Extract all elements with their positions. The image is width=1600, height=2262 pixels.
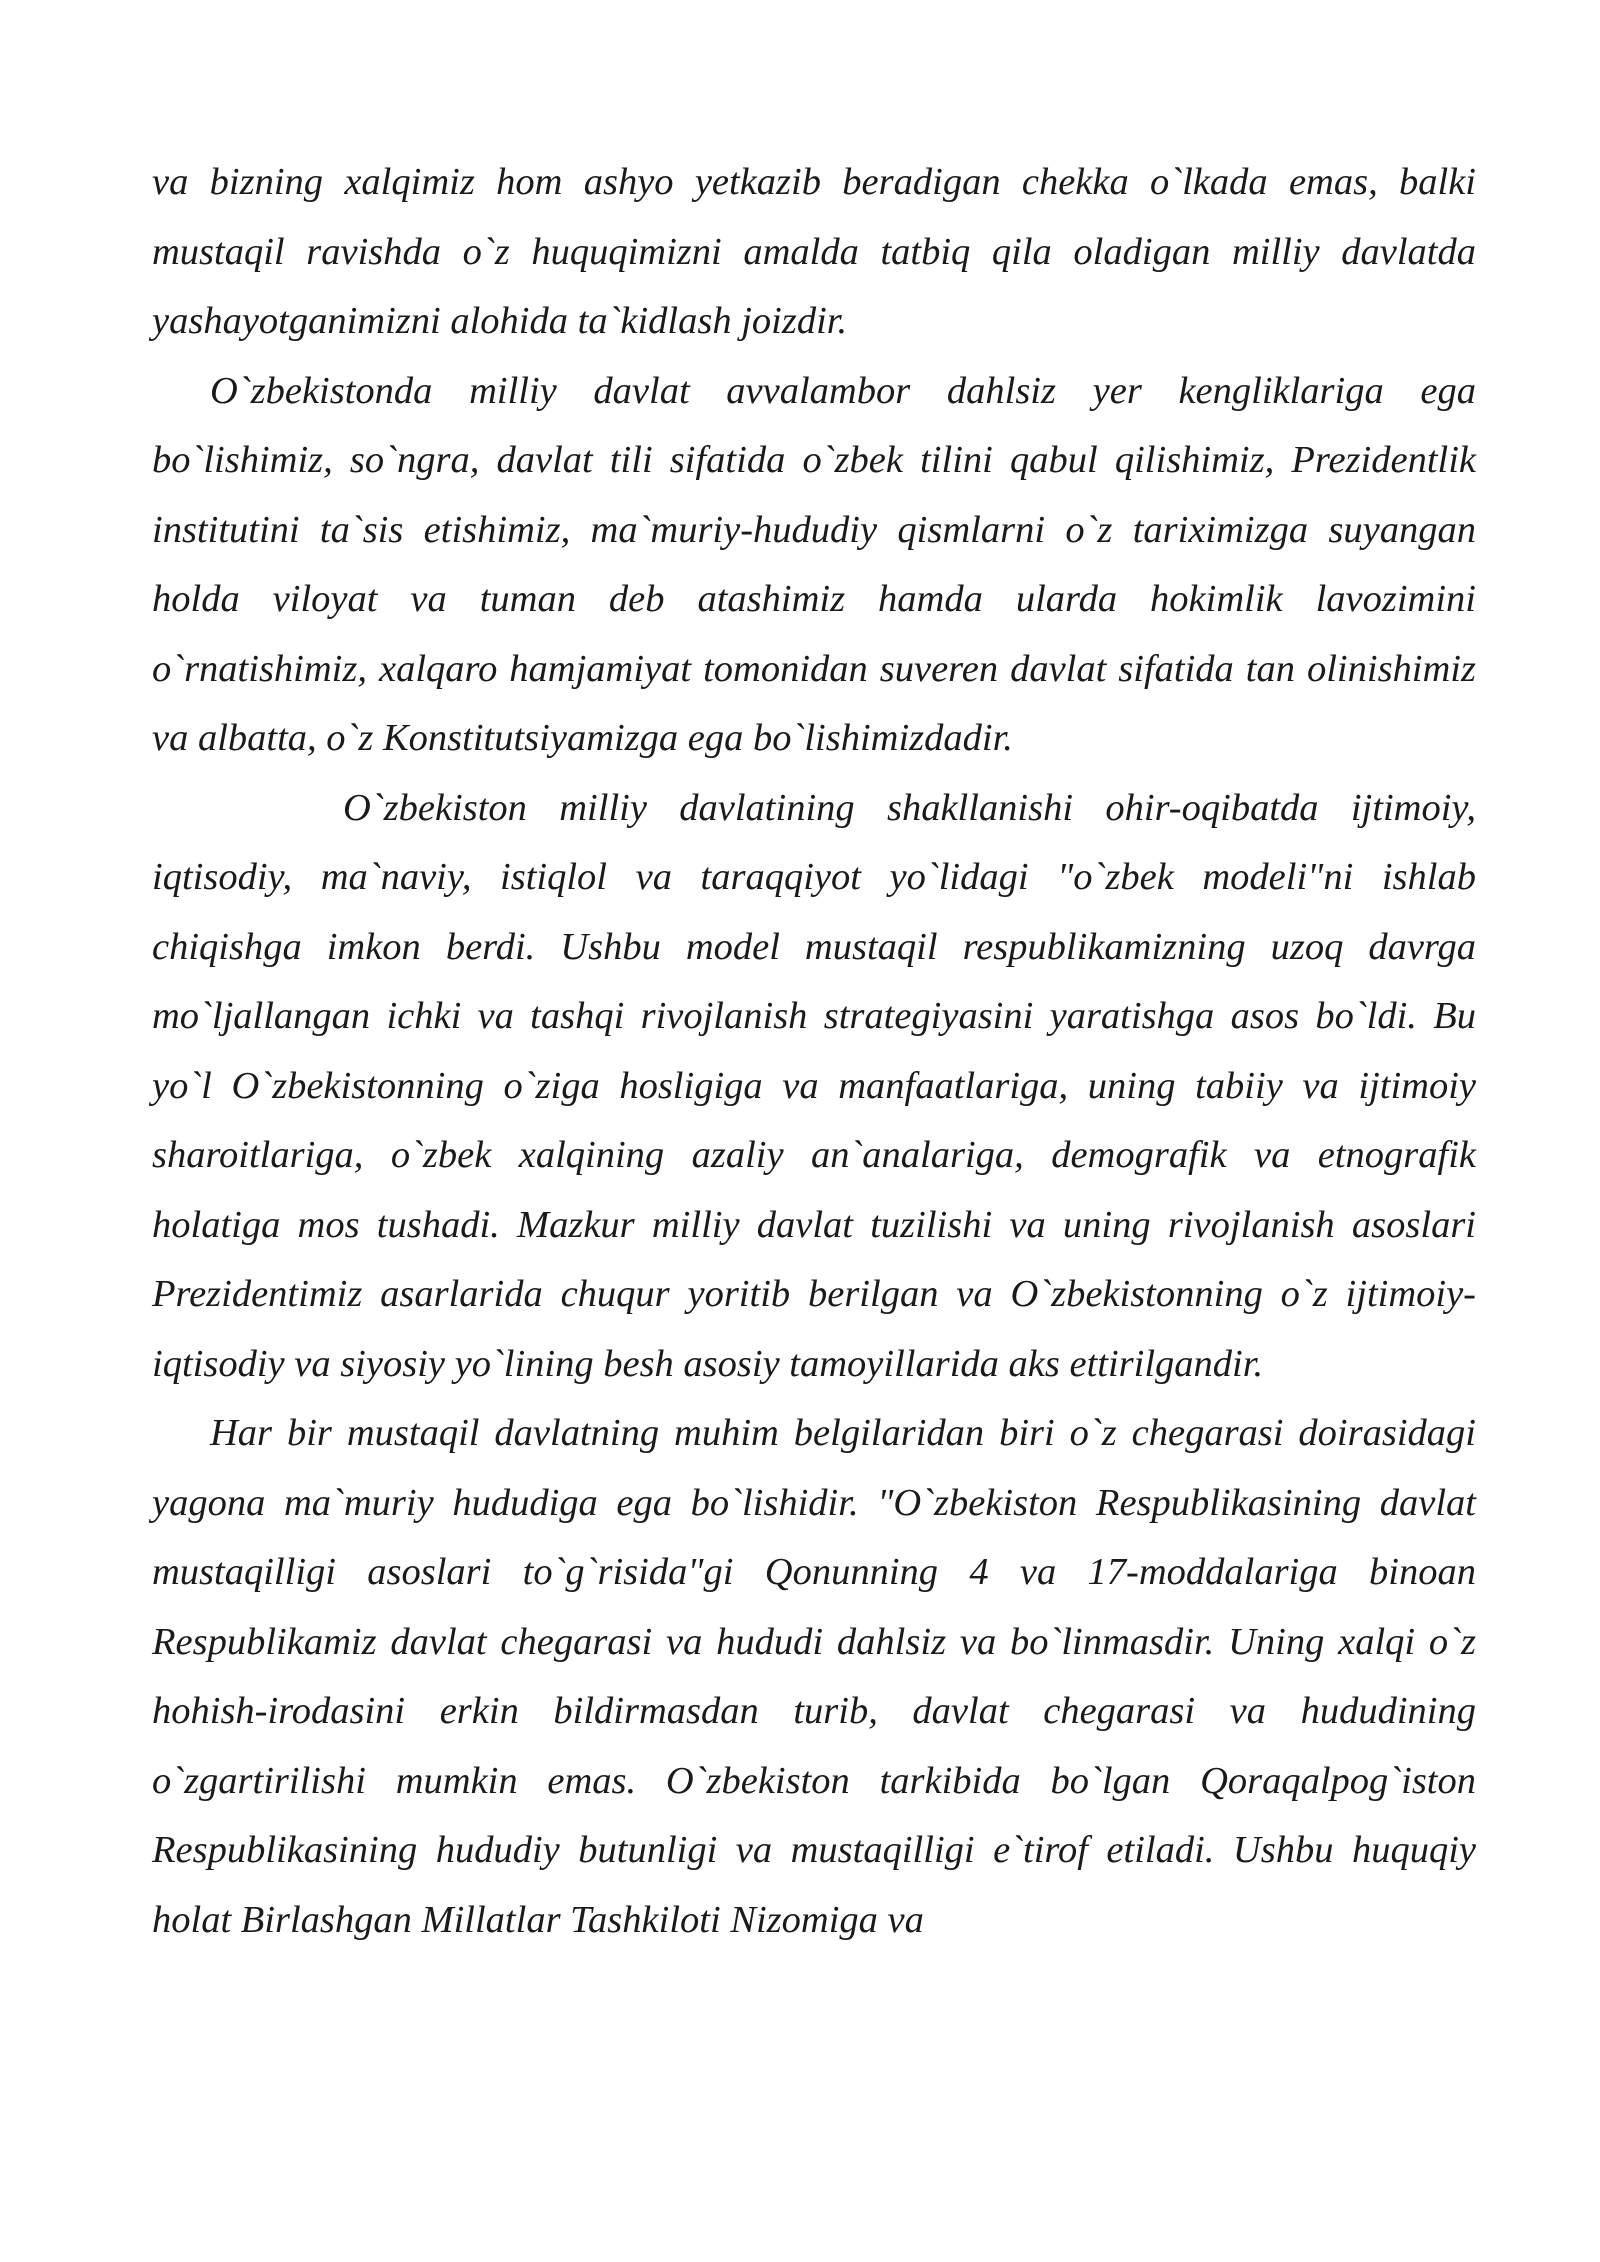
paragraph-4: Har bir mustaqil davlatning muhim belgilaridan biri o`z chegarasi doirasidagi yagona ma`muriy hududiga ega bo`lishidir. "O`zbekiston Respublikasining davlat mustaqilligi asoslari to`g`risida"gi Qonunning 4 va 17-moddalariga binoan Respublikamiz davlat chegarasi va hududi dahlsiz va bo`linmasdir. Uning xalqi o`z hohish-irodasini erkin bildirmasdan turib, davlat chegarasi va hududining o`zgartirilishi mumkin emas. O`zbekiston tarkibida bo`lgan Qoraqalpog`iston Respublikasining hududiy butunligi va mustaqilligi e`tirof etiladi. Ushbu huquqiy holat Birlashgan Millatlar Tashkiloti Nizomiga va [152,1412,1476,1941]
paragraph-2: O`zbekistonda milliy davlat avvalambor dahlsiz yer kengliklariga ega bo`lishimiz, so`ngra, davlat tili sifatida o`zbek tilini qabul qilishimiz, Prezidentlik institutini ta`sis etishimiz, ma`muriy-hududiy qismlarni o`z tariximizga suyangan holda viloyat va tuman deb atashimiz hamda ularda hokimlik lavozimini o`rnatishimiz, xalqaro hamjamiyat tomonidan suveren davlat sifatida tan olinishimiz va albatta, o`z Konstitutsiyamizga ega bo`lishimizdadir. [152,369,1476,759]
body-text [152,148,1476,1955]
paragraph-1: va bizning xalqimiz hom ashyo yetkazib beradigan chekka o`lkada emas, balki mustaqil ravishda o`z huquqimizni amalda tatbiq qila oladigan milliy davlatda yashayotganimizni alohida ta`kidlash joizdir. [152,161,1476,342]
paragraph-3: O`zbekiston milliy davlatining shakllanishi ohir-oqibatda ijtimoiy, iqtisodiy, ma`naviy, istiqlol va taraqqiyot yo`lidagi "o`zbek modeli"ni ishlab chiqishga imkon berdi. Ushbu model mustaqil respublikamizning uzoq davrga mo`ljallangan ichki va tashqi rivojlanish strategiyasini yaratishga asos bo`ldi. Bu yo`l O`zbekistonning o`ziga hosligiga va manfaatlariga, uning tabiiy va ijtimoiy sharoitlariga, o`zbek xalqining azaliy an`analariga, demografik va etnografik holatiga mos tushadi. Mazkur milliy davlat tuzilishi va uning rivojlanish asoslari Prezidentimiz asarlarida chuqur yoritib berilgan va O`zbekistonning o`z ijtimoiy-iqtisodiy va siyosiy yo`lining besh asosiy tamoyillarida aks ettirilgandir. [152,786,1476,1385]
